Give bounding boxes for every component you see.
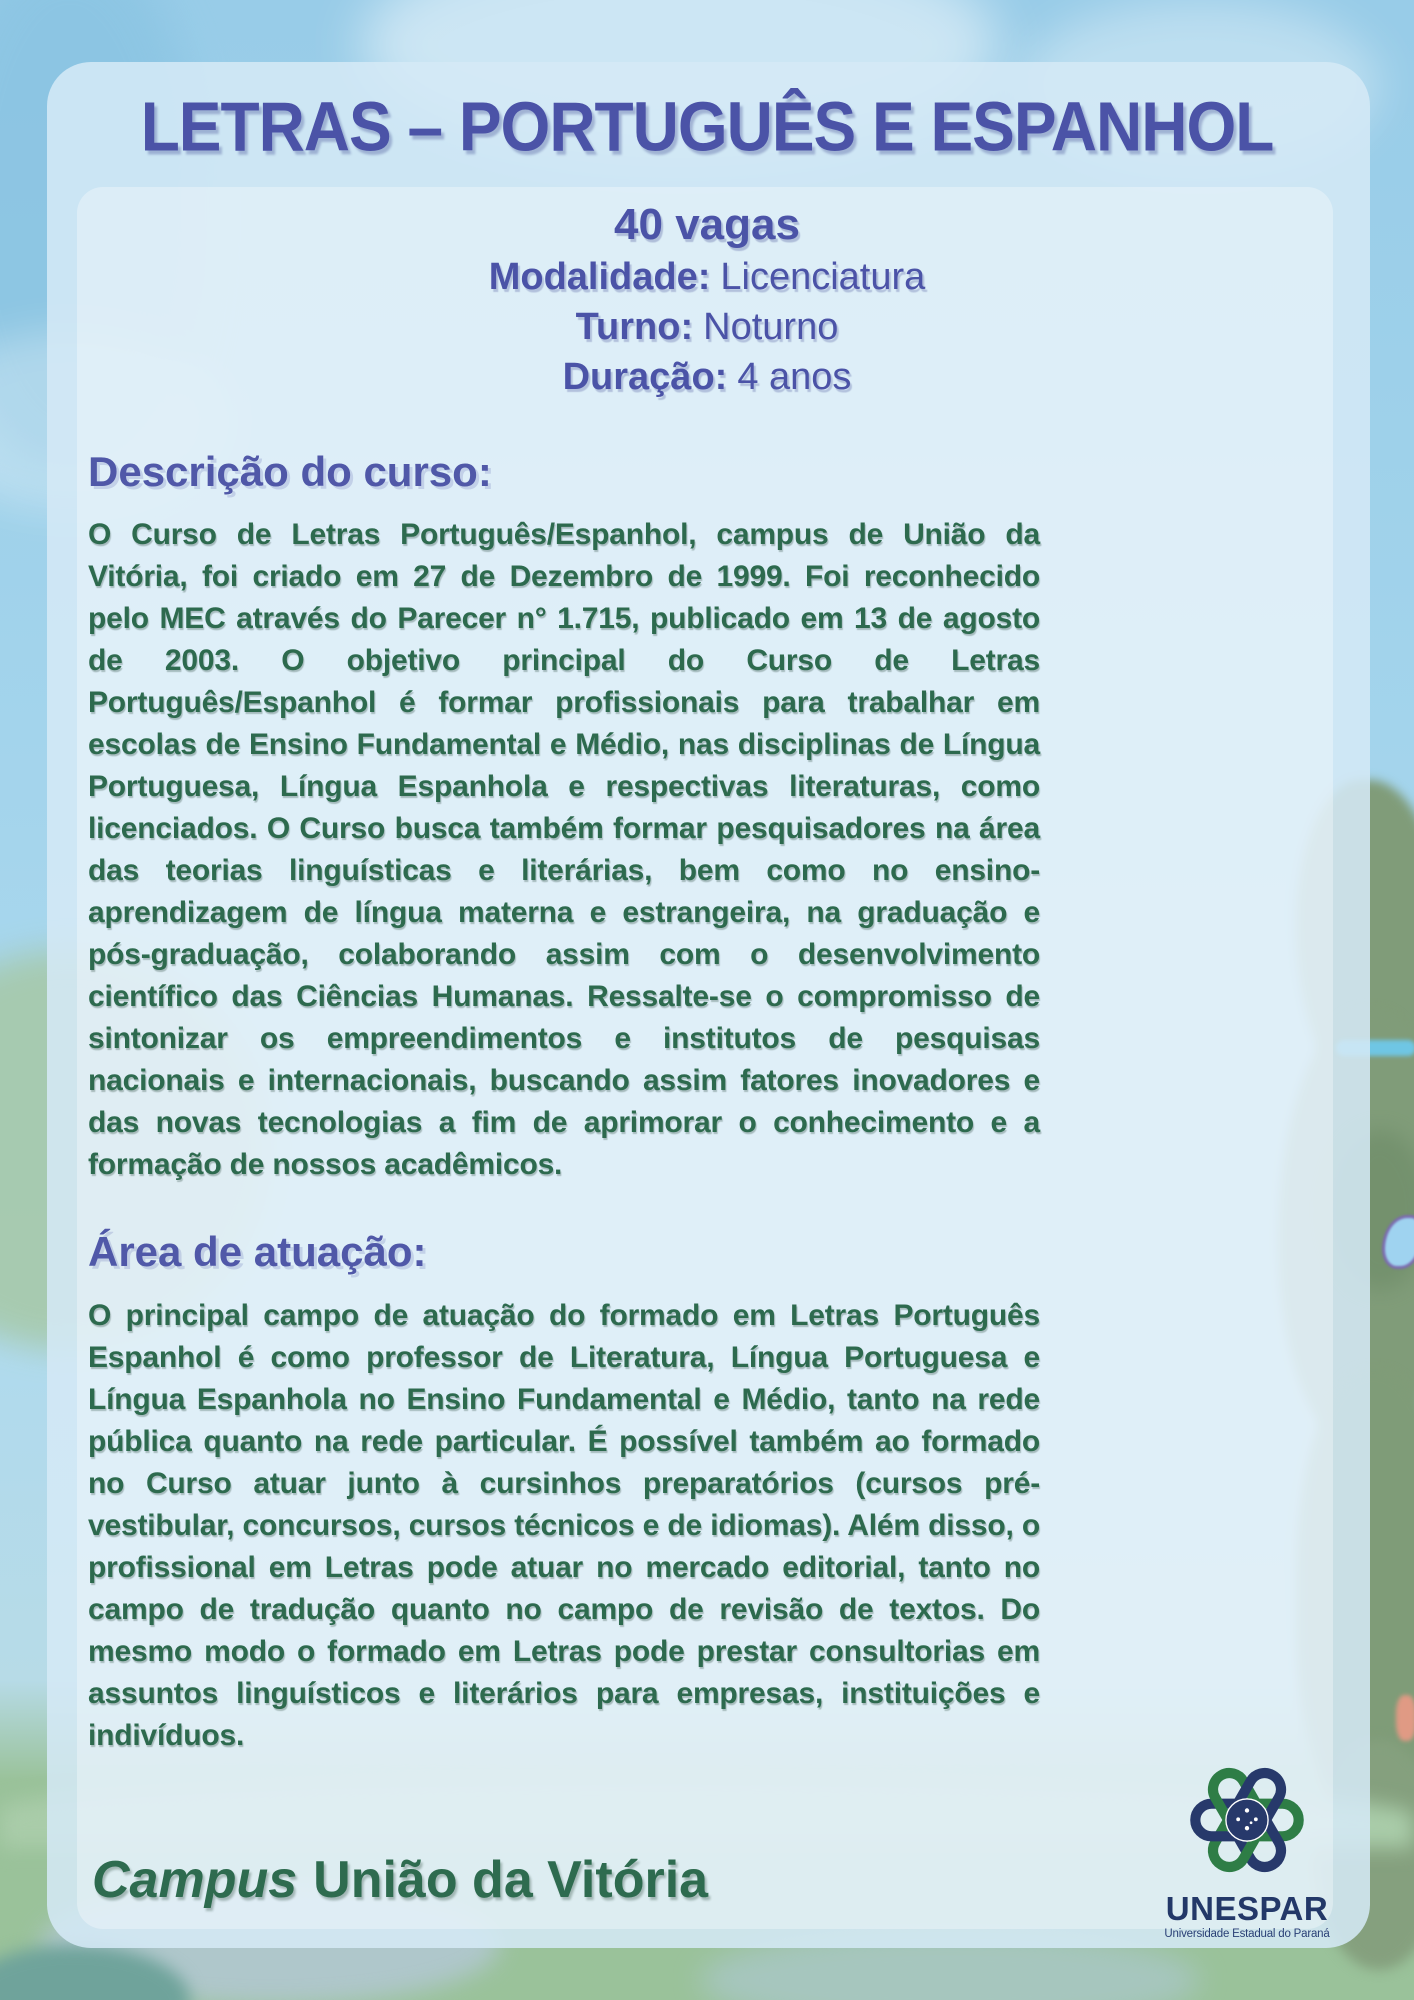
section-body-descricao: O Curso de Letras Português/Espanhol, campus de União da Vitória, foi criado em 27 de Dezembro de 1999. Foi reconhecido pelo MEC através do Parecer n° 1.715, publicado em 13 de agosto de 2003. O objetivo principal do Curso de Letras Português/Espanhol é formar profissionais para trabalhar em escolas de Ensino Fundamental e Médio, nas disciplinas de Língua Portuguesa, Língua Espanhola e respectivas literaturas, como licenciados. O Curso busca também formar pesquisadores na área das teorias linguísticas e literárias, bem como no ensino-aprendizagem de língua materna e estrangeira, na graduação e pós-graduação, colaborando assim com o desenvolvimento científico das Ciências Humanas. Ressalte-se o compromisso de sintonizar os empreendimentos e institutos de pesquisas nacionais e internacionais, buscando assim fatores inovadores e das novas tecnologias a fim de aprimorar o conhecimento e a formação de nossos acadêmicos. bbox=[88, 518, 1040, 1182]
poster-sections bbox=[88, 448, 1040, 1799]
logo-wordmark: UNESPAR bbox=[1165, 1890, 1329, 1927]
section-body-area: O principal campo de atuação do formado em Letras Português Espanhol é como professor de Literatura, Língua Portuguesa e Língua Espanhola no Ensino Fundamental e Médio, tanto na rede pública quanto na rede particular. É possível também ao formado no Curso atuar junto à cursinhos preparatórios (cursos pré-vestibular, concursos, cursos técnicos e de idiomas). Além disso, o profissional em Letras pode atuar no mercado editorial, tanto no campo de tradução quanto no campo de revisão de textos. Do mesmo modo o formado em Letras pode prestar consultorias em assuntos linguísticos e literários para empresas, instituições e indivíduos. bbox=[88, 1298, 1040, 1752]
section-heading-area: Área de atuação: bbox=[88, 1228, 427, 1276]
detail-value: 4 anos bbox=[737, 356, 852, 398]
logo-subtitle: Universidade Estadual do Paraná bbox=[1164, 1928, 1330, 1940]
detail-modalidade bbox=[0, 256, 1414, 299]
ground-accent-shape bbox=[1396, 1695, 1414, 1741]
detail-duracao bbox=[0, 356, 1414, 399]
detail-label: Modalidade: bbox=[488, 256, 711, 298]
detail-label: Turno: bbox=[575, 306, 694, 348]
course-title: LETRAS – PORTUGUÊS E ESPANHOL bbox=[140, 87, 1274, 166]
campus-line bbox=[92, 1850, 708, 1910]
campus-word: Campus bbox=[92, 1851, 298, 1909]
vacancies-text: 40 vagas bbox=[614, 200, 800, 249]
detail-value: Noturno bbox=[703, 306, 839, 348]
unespar-logo bbox=[1158, 1752, 1336, 1940]
campus-name: União da Vitória bbox=[313, 1851, 709, 1909]
section-heading-descricao: Descrição do curso: bbox=[88, 448, 492, 495]
detail-turno bbox=[0, 306, 1414, 349]
unespar-flower-icon bbox=[1179, 1752, 1315, 1888]
detail-label: Duração: bbox=[562, 356, 728, 398]
detail-value: Licenciatura bbox=[720, 256, 926, 298]
